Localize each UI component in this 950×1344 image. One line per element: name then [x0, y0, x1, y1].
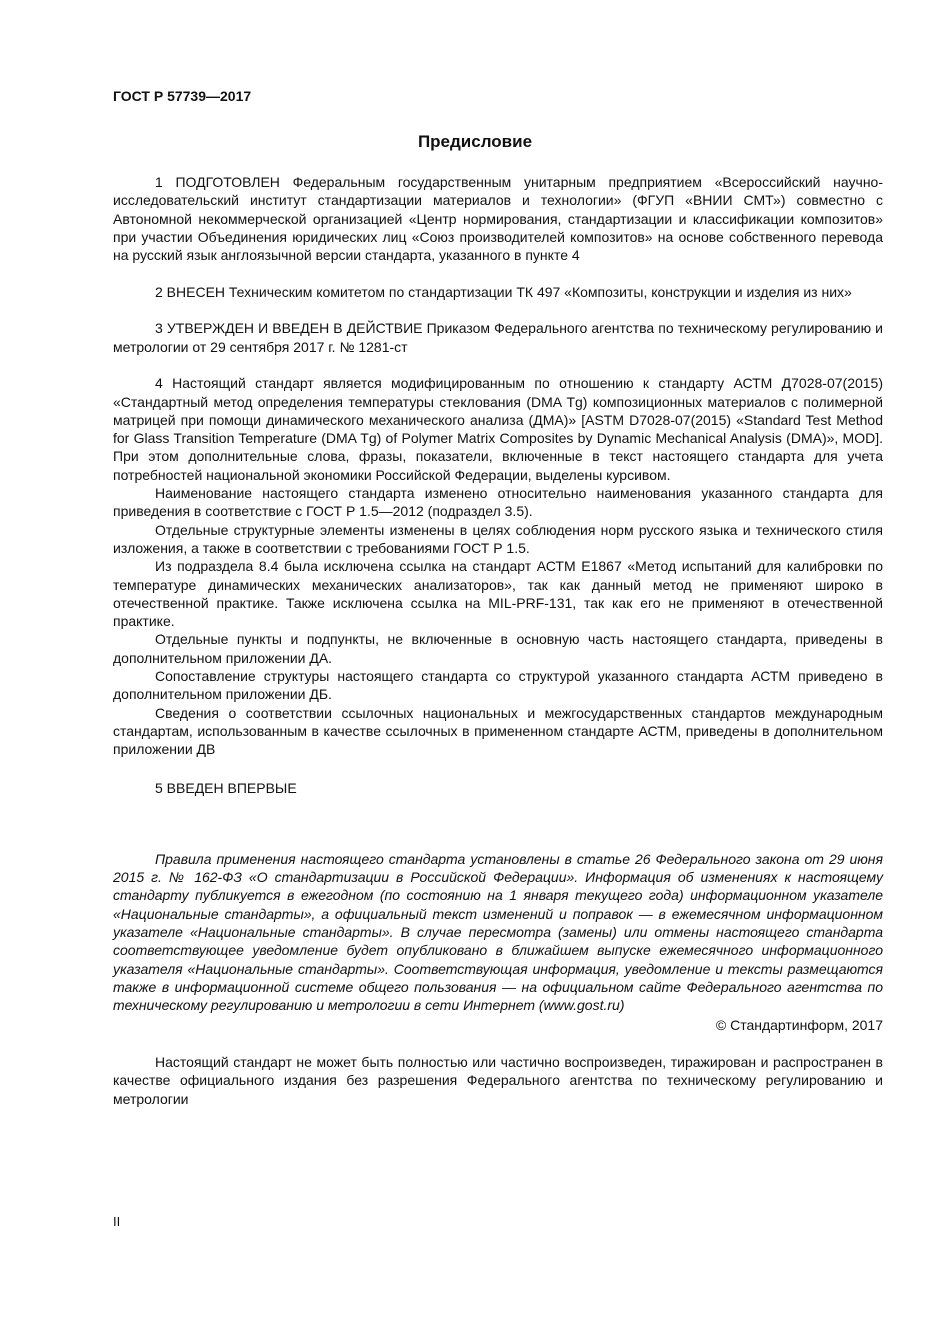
paragraph-4-annex-db: Сопоставление структуры настоящего стандарта со структурой указанного стандарта АСТМ приведено в дополнительном приложении ДБ.: [113, 668, 883, 703]
page-number: II: [113, 1214, 121, 1229]
paragraph-4-modified: 4 Настоящий стандарт является модифицированным по отношению к стандарту АСТМ Д7028-07(2015) «Стандартный метод определения температуры стеклования (DMA Tg) композиционных материалов с полимерной матрицей при помощи динамического механического анализа (ДМА)» [ASTM D7028-07(2015) «Standard Test Method for Glass Transition Temperature (DMA Tg) of Polymer Matrix Composites by Dynamic Mechanical Analysis (DMA)», MOD]. При этом дополнительные слова, фразы, показатели, включенные в текст настоящего стандарта для учета потребностей национальной экономики Российской Федерации, выделены курсивом.: [113, 375, 883, 483]
paragraph-2-submitted: 2 ВНЕСЕН Техническим комитетом по стандартизации ТК 497 «Композиты, конструкции и изделия из них»: [155, 283, 852, 300]
paragraph-5-first-introduced: 5 ВВЕДЕН ВПЕРВЫЕ: [155, 779, 297, 796]
document-header: ГОСТ Р 57739—2017: [113, 88, 252, 104]
page-title: Предисловие: [417, 132, 533, 151]
reproduction-notice: Настоящий стандарт не может быть полностью или частично воспроизведен, тиражирован и распространен в качестве официального издания без разрешения Федерального агентства по техническому регулированию и метрологии: [113, 1054, 883, 1107]
paragraph-4-annex-dv: Сведения о соответствии ссылочных национальных и межгосударственных стандартов международным стандартам, использованным в качестве ссылочных в примененном стандарте АСТМ, приведены в дополнительном приложении ДВ: [113, 704, 883, 758]
paragraph-4-annex-da: Отдельные пункты и подпункты, не включенные в основную часть настоящего стандарта, приведены в дополнительном приложении ДА.: [113, 631, 883, 666]
copyright: © Стандартинформ, 2017: [715, 1017, 883, 1034]
foreword-content: [113, 173, 883, 1108]
paragraph-4-name-change: Наименование настоящего стандарта изменено относительно наименования указанного стандарта для приведения в соответствие с ГОСТ Р 1.5—2012 (подраздел 3.5).: [113, 485, 883, 520]
paragraph-3-approved: 3 УТВЕРЖДЕН И ВВЕДЕН В ДЕЙСТВИЕ Приказом Федерального агентства по техническому регулированию и метрологии от 29 сентября 2017 г. № 1281-ст: [113, 320, 883, 355]
application-rules-notice: Правила применения настоящего стандарта установлены в статье 26 Федерального закона от 29 июня 2015 г. № 162-ФЗ «О стандартизации в Российской Федерации». Информация об изменениях к настоящему стандарту публикуется в ежегодном (по состоянию на 1 января текущего года) информационном указателе «Национальные стандарты», а официальный текст изменений и поправок — в ежемесячном информационном указателе «Национальные стандарты». В случае пересмотра (замены) или отмены настоящего стандарта соответствующее уведомление будет опубликовано в ближайшем выпуске ежемесячного информационного указателя «Национальные стандарты». Соответствующая информация, уведомление и тексты размещаются также в информационной системе общего пользования — на официальном сайте Федерального агентства по техническому регулированию и метрологии в сети Интернет (www.gost.ru): [113, 850, 883, 1014]
paragraph-1-prepared: 1 ПОДГОТОВЛЕН Федеральным государственным унитарным предприятием «Всероссийский научно-исследовательский институт стандартизации материалов и технологии» (ФГУП «ВНИИ СМТ») совместно с Автономной некоммерческой организацией «Центр нормирования, стандартизации и классификации композитов» при участии Объединения юридических лиц «Союз производителей композитов» на основе собственного перевода на русский язык англоязычной версии стандарта, указанного в пункте 4: [113, 174, 883, 264]
paragraph-4-structure-change: Отдельные структурные элементы изменены в целях соблюдения норм русского языка и технического стиля изложения, а также в соответствии с требованиями ГОСТ Р 1.5.: [113, 521, 883, 556]
paragraph-4-excluded-reference: Из подраздела 8.4 была исключена ссылка на стандарт АСТМ Е1867 «Метод испытаний для калибровки по температуре динамических механических анализаторов», так как данный метод не применяют широко в отечественной практике. Также исключена ссылка на MIL-PRF-131, так как его не применяют в отечественной практике.: [113, 558, 883, 630]
